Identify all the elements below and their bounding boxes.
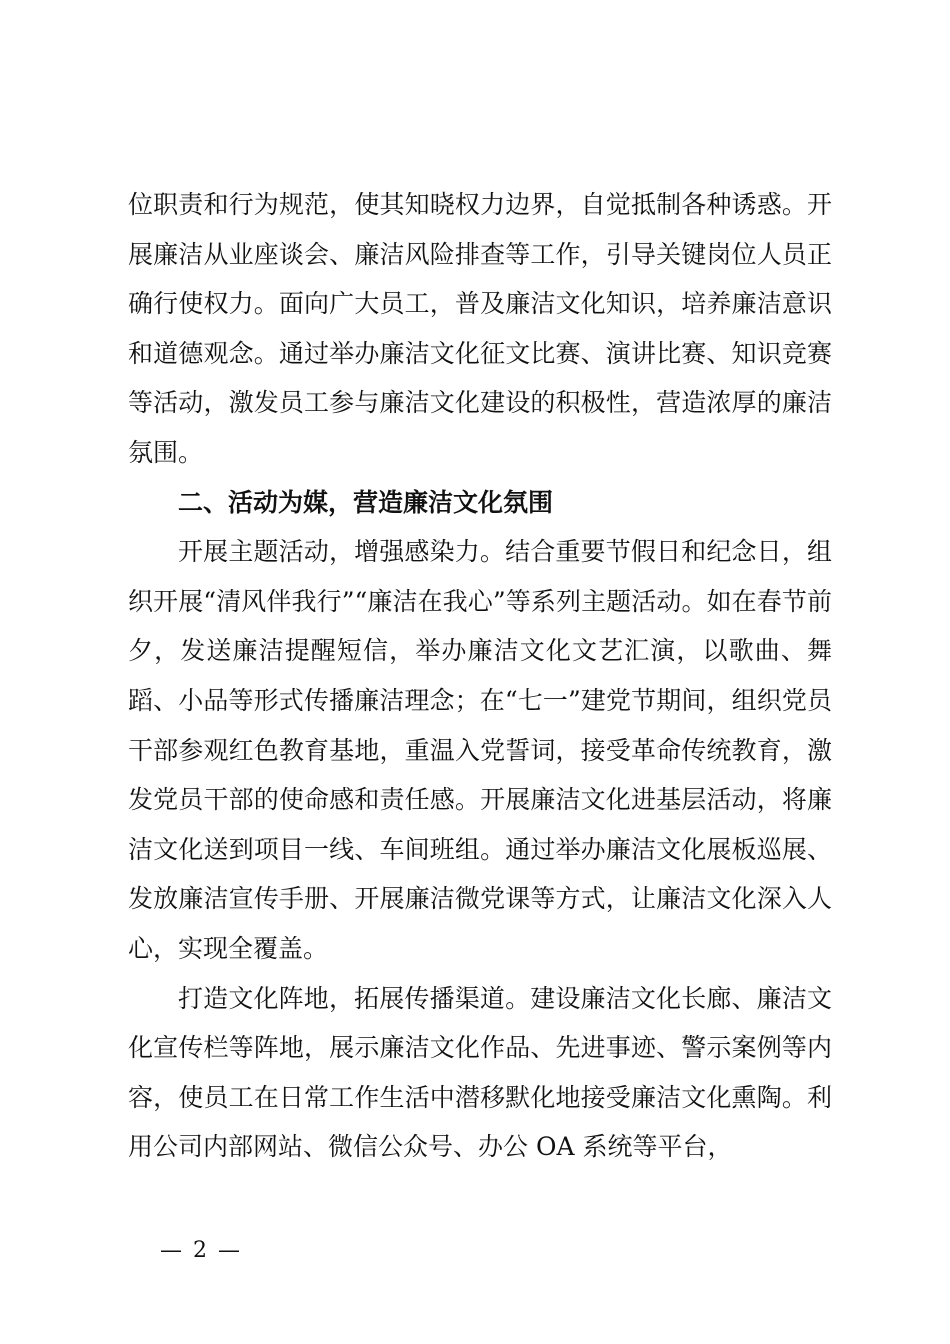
paragraph-continuation: 位职责和行为规范，使其知晓权力边界，自觉抵制各种诱惑。开展廉洁从业座谈会、廉洁风险排查等工作，引导关键岗位人员正确行使权力。面向广大员工，普及廉洁文化知识，培养廉洁意识和道德观念。通过举办廉洁文化征文比赛、演讲比赛、知识竞赛等活动，激发员工参与廉洁文化建设的积极性，营造浓厚的廉洁氛围。	[128, 190, 832, 467]
paragraph-culture-positions: 打造文化阵地，拓展传播渠道。建设廉洁文化长廊、廉洁文化宣传栏等阵地，展示廉洁文化作品、先进事迹、警示案例等内容，使员工在日常工作生活中潜移默化地接受廉洁文化熏陶。利用公司内部网站、微信公众号、办公 OA 系统等平台，	[128, 983, 832, 1162]
section-heading: 二、活动为媒，营造廉洁文化氛围	[178, 487, 554, 517]
paragraph-theme-activities: 开展主题活动，增强感染力。结合重要节假日和纪念日，组织开展“清风伴我行”“廉洁在我心”等系列主题活动。如在春节前夕，发送廉洁提醒短信，举办廉洁文化文艺汇演，以歌曲、舞蹈、小品等形式传播廉洁理念；在“七一”建党节期间，组织党员干部参观红色教育基地，重温入党誓词，接受革命传统教育，激发党员干部的使命感和责任感。开展廉洁文化进基层活动，将廉洁文化送到项目一线、车间班组。通过举办廉洁文化展板巡展、发放廉洁宣传手册、开展廉洁微党课等方式，让廉洁文化深入人心，实现全覆盖。	[128, 537, 832, 963]
page-number: — 2 —	[160, 1238, 242, 1263]
document-body	[128, 180, 832, 1172]
